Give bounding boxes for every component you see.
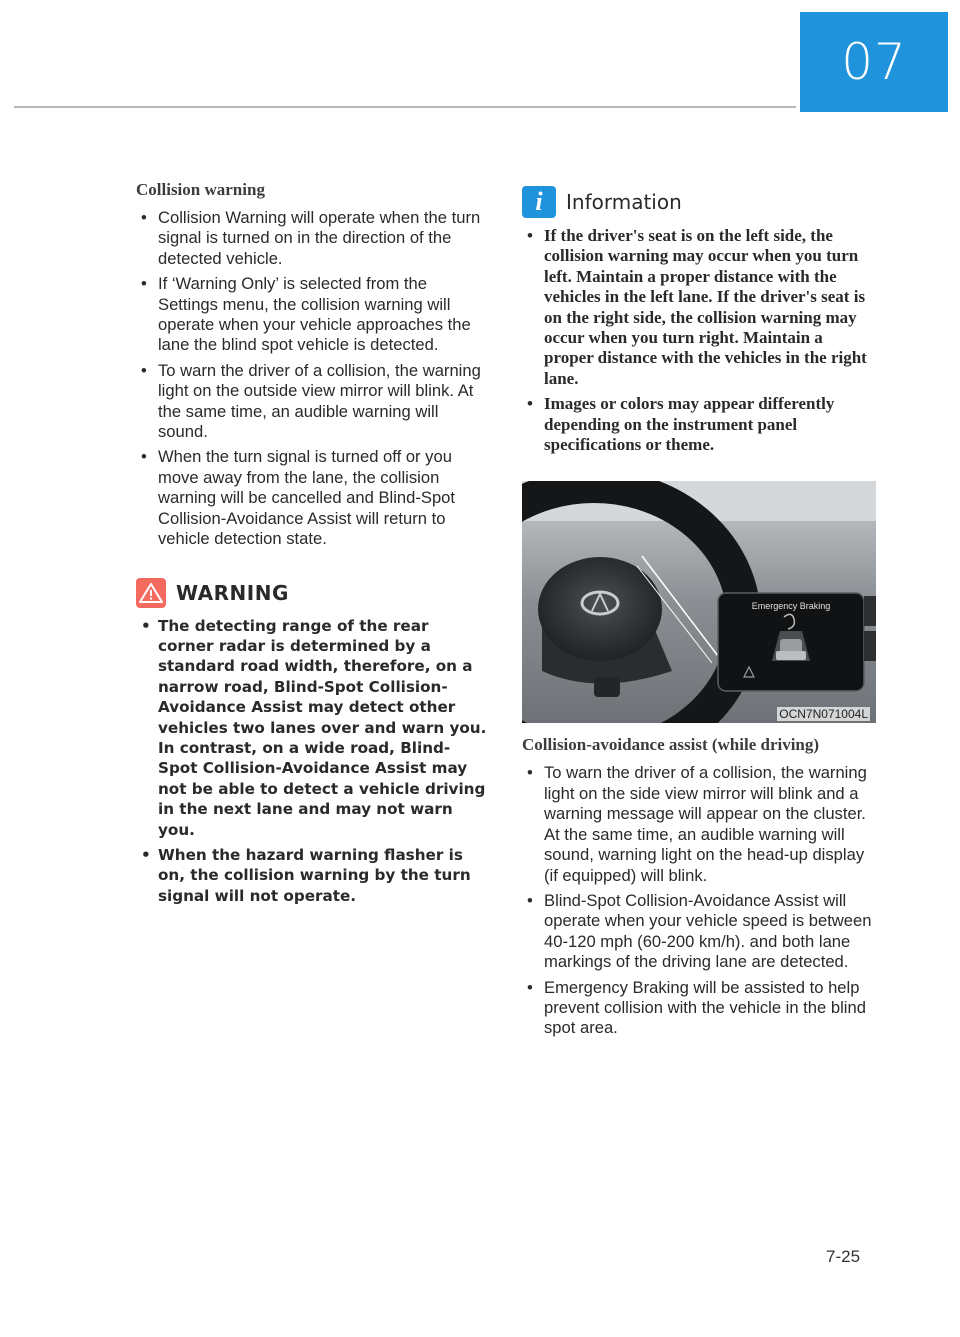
list-item: • When the hazard warning flasher is on, the collision warning by the turn signal will not operate.: [141, 845, 471, 905]
image-code: OCN7N071004L: [779, 707, 868, 722]
section-heading: Collision warning: [136, 180, 265, 199]
list-item: • Collision Warning will operate when the turn signal is turned on in the direction of the detected vehicle.: [141, 208, 481, 268]
image-caption: Collision-avoidance assist (while driving): [522, 735, 820, 755]
warning-triangle-icon: [136, 578, 166, 608]
steering-wheel-illustration: [522, 481, 876, 723]
list-item: • If the driver's seat is on the left side, the collision warning may occur when you turn left. Maintain a proper distance with the vehicles in the left lane. If the driver's seat is on the right side, the collision warning may occur when you turn right. Maintain a proper distance with the vehicles in the right lane.: [527, 226, 867, 388]
page-number: 7-25: [826, 1247, 861, 1266]
list-item: • If ‘Warning Only’ is selected from the Settings menu, the collision warning will operate when your vehicle approaches the lane the blind spot vehicle is detected.: [141, 274, 471, 355]
list-item: • Blind-Spot Collision-Avoidance Assist will operate when your vehicle speed is between 40-120 mph (60-200 km/h). and both lane markings of the driving lane are detected.: [527, 890, 872, 972]
list-item: • Emergency Braking will be assisted to help prevent collision with the vehicle in the blind spot area.: [527, 977, 866, 1038]
information-header: [522, 186, 876, 218]
information-title: Information: [566, 190, 682, 214]
information-list: [522, 226, 876, 455]
collision-avoidance-list: [522, 763, 876, 1038]
left-column: [136, 180, 488, 911]
dashboard-photo: [522, 481, 876, 723]
list-item: • Images or colors may appear differently depending on the instrument panel specifications or theme.: [527, 394, 835, 455]
list-item: • To warn the driver of a collision, the warning light on the side view mirror will blink and a warning message will appear on the cluster. At the same time, an audible warning will sound, warning light on the head-up display (if equipped) will blink.: [527, 763, 867, 885]
list-item: • To warn the driver of a collision, the warning light on the outside view mirror will blink. At the same time, an audible warning will sound.: [141, 360, 481, 442]
list-item: • When the turn signal is turned off or you move away from the lane, the collision warning will be cancelled and Blind-Spot Collision-Avoidance Assist will return to vehicle detection state.: [141, 447, 456, 549]
header-rule: [14, 106, 796, 108]
right-column: [522, 186, 876, 1044]
warning-header: [136, 578, 488, 608]
warning-title: WARNING: [176, 580, 289, 605]
warning-list: [136, 616, 488, 907]
list-item: • The detecting range of the rear corner radar is determined by a standard road width, therefore, on a narrow road, Blind-Spot Collision-Avoidance Assist may detect other vehicles two lanes over and warn you. In contrast, on a wide road, Blind-Spot Collision-Avoidance Assist may not be able to detect a vehicle driving in the next lane and may not warn you.: [141, 616, 487, 839]
chapter-tab: 07: [800, 12, 948, 112]
collision-warning-list: [136, 208, 488, 550]
information-icon: i: [522, 186, 556, 218]
cluster-message: Emergency Braking: [751, 601, 831, 612]
